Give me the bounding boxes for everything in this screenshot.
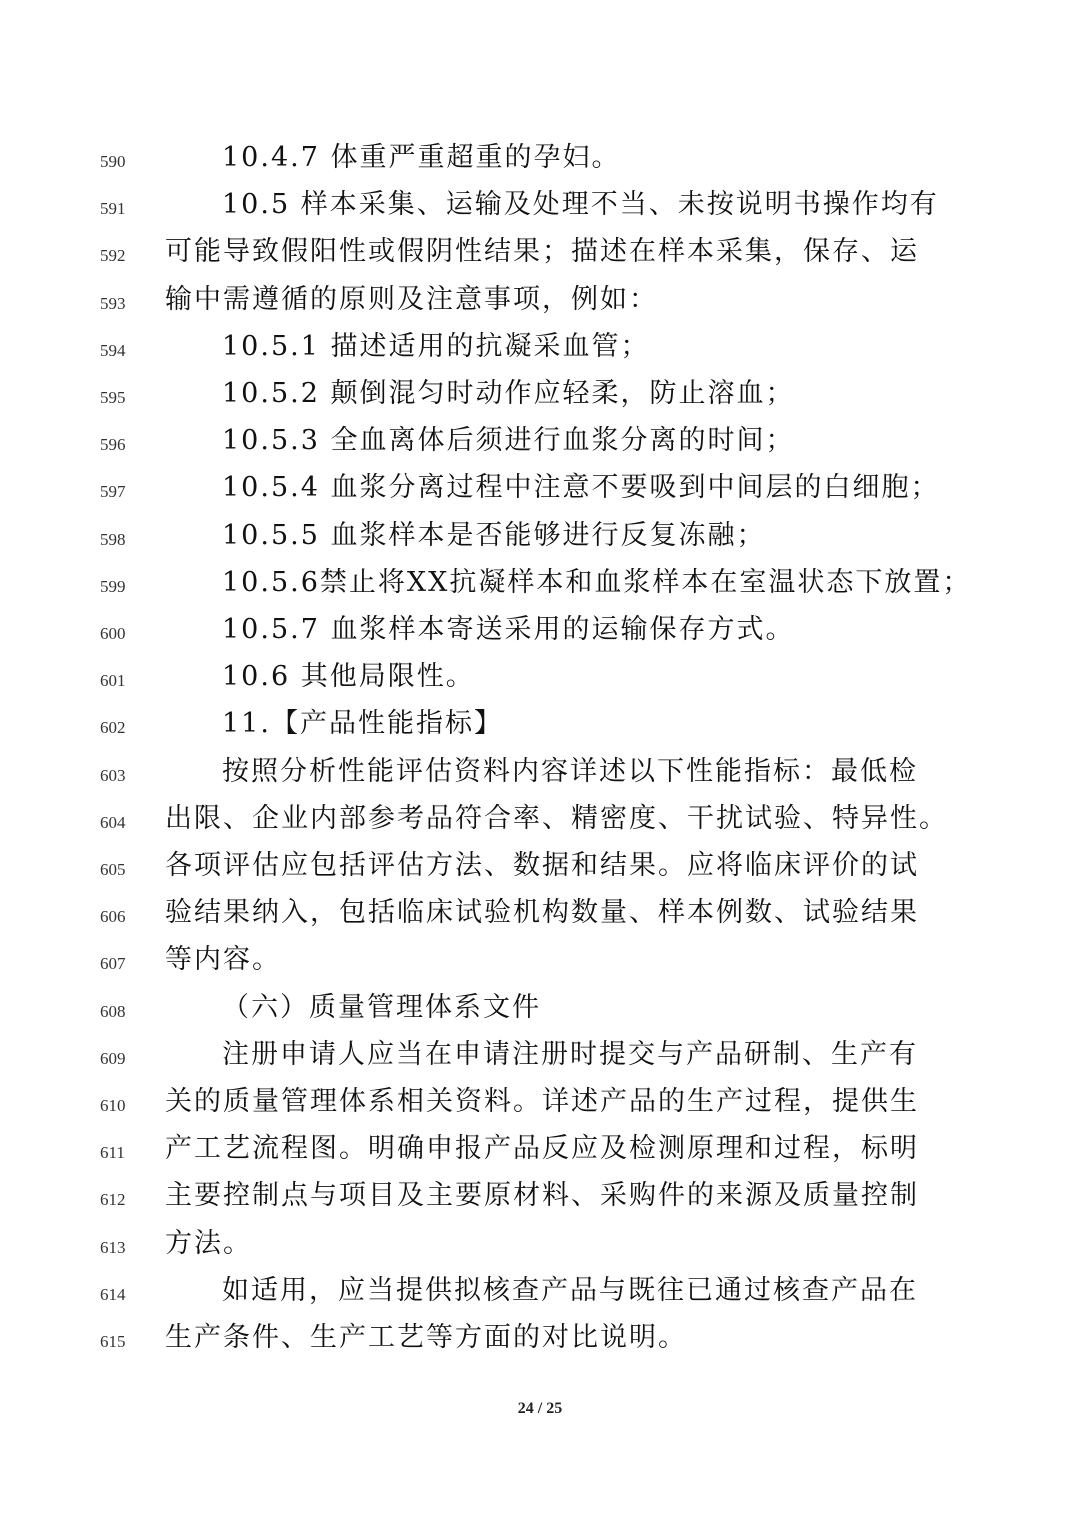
text-line	[0, 232, 1080, 279]
line-text: 生产条件、生产工艺等方面的对比说明。	[165, 1322, 687, 1353]
line-text: 10.5.7 血浆样本寄送采用的运输保存方式。	[222, 614, 795, 645]
text-line	[0, 799, 1080, 846]
line-number: 595	[100, 388, 126, 407]
line-number: 596	[100, 435, 126, 455]
line-text: 出限、企业内部参考品符合率、精密度、干扰试验、特异性。	[165, 802, 948, 834]
text-line	[0, 1224, 1080, 1271]
text-line	[0, 1176, 1080, 1223]
line-number: 602	[100, 718, 126, 738]
line-number: 614	[100, 1284, 126, 1304]
line-text: 方法。	[165, 1227, 252, 1259]
line-number: 608	[100, 1001, 126, 1021]
line-text: 10.5.6禁止将XX抗凝样本和血浆样本在室温状态下放置；	[222, 566, 972, 598]
text-line	[0, 610, 1080, 657]
text-line	[0, 516, 1080, 563]
text-line	[0, 704, 1080, 751]
line-number: 597	[100, 482, 126, 502]
line-number: 598	[100, 529, 126, 549]
line-text: 10.5.1 描述适用的抗凝采血管；	[222, 330, 650, 362]
line-text: 注册申请人应当在申请注册时提交与产品研制、生产有	[222, 1038, 918, 1070]
line-number: 605	[100, 860, 126, 879]
line-text: 11.【产品性能指标】	[222, 708, 503, 740]
text-line	[0, 185, 1080, 232]
line-number: 607	[100, 954, 126, 974]
text-line	[0, 846, 1080, 893]
line-text: 各项评估应包括评估方法、数据和结果。应将临床评价的试	[165, 850, 919, 881]
line-number: 606	[100, 907, 126, 927]
line-text: 可能导致假阳性或假阴性结果；描述在样本采集，保存、运	[165, 236, 919, 268]
line-number: 609	[100, 1048, 126, 1068]
line-text: 验结果纳入，包括临床试验机构数量、样本例数、试验结果	[165, 897, 919, 929]
line-number: 604	[100, 812, 126, 832]
line-text: 10.5 样本采集、运输及处理不当、未按说明书操作均有	[222, 189, 939, 221]
line-number: 599	[100, 576, 126, 596]
line-text: 10.5.2 颠倒混匀时动作应轻柔，防止溶血；	[222, 378, 795, 409]
line-number: 591	[100, 199, 126, 219]
line-number: 594	[100, 340, 126, 360]
line-text: 10.5.3 全血离体后须进行血浆分离的时间；	[222, 425, 795, 457]
line-text: 关的质量管理体系相关资料。详述产品的生产过程，提供生	[165, 1086, 919, 1117]
line-number: 611	[100, 1143, 125, 1163]
line-number: 593	[100, 293, 126, 313]
line-text: 输中需遵循的原则及注意事项，例如：	[165, 283, 658, 315]
text-line	[0, 468, 1080, 515]
text-line	[0, 327, 1080, 374]
line-text: 等内容。	[165, 944, 281, 976]
text-line	[0, 752, 1080, 799]
text-line	[0, 1082, 1080, 1129]
line-number: 603	[100, 765, 126, 785]
text-line	[0, 1035, 1080, 1082]
text-line	[0, 563, 1080, 610]
line-number: 610	[100, 1096, 126, 1115]
text-line	[0, 657, 1080, 704]
text-line	[0, 374, 1080, 421]
text-line	[0, 138, 1080, 185]
text-line	[0, 421, 1080, 468]
line-text: 10.4.7 体重严重超重的孕妇。	[222, 142, 621, 173]
line-number: 601	[100, 671, 126, 691]
line-number: 615	[100, 1332, 126, 1351]
text-line	[0, 988, 1080, 1035]
text-line	[0, 280, 1080, 327]
text-line	[0, 893, 1080, 940]
line-text: 主要控制点与项目及主要原材料、采购件的来源及质量控制	[165, 1180, 919, 1212]
text-line	[0, 1129, 1080, 1176]
line-number: 590	[100, 152, 126, 171]
line-text: 10.6 其他局限性。	[222, 661, 475, 693]
text-line	[0, 1271, 1080, 1318]
line-text: 按照分析性能评估资料内容详述以下性能指标：最低检	[222, 755, 918, 787]
text-line	[0, 1318, 1080, 1365]
line-number: 612	[100, 1190, 126, 1210]
line-number: 592	[100, 246, 126, 266]
page-number: 24 / 25	[517, 1400, 563, 1417]
line-text: 10.5.5 血浆样本是否能够进行反复冻融；	[222, 519, 766, 551]
line-number: 600	[100, 624, 126, 643]
text-line	[0, 940, 1080, 987]
line-text: 产工艺流程图。明确申报产品反应及检测原理和过程，标明	[165, 1133, 919, 1165]
line-text: （六）质量管理体系文件	[222, 991, 541, 1023]
line-text: 如适用，应当提供拟核查产品与既往已通过核查产品在	[222, 1274, 918, 1306]
line-number: 613	[100, 1237, 126, 1257]
line-text: 10.5.4 血浆分离过程中注意不要吸到中间层的白细胞；	[222, 472, 940, 504]
